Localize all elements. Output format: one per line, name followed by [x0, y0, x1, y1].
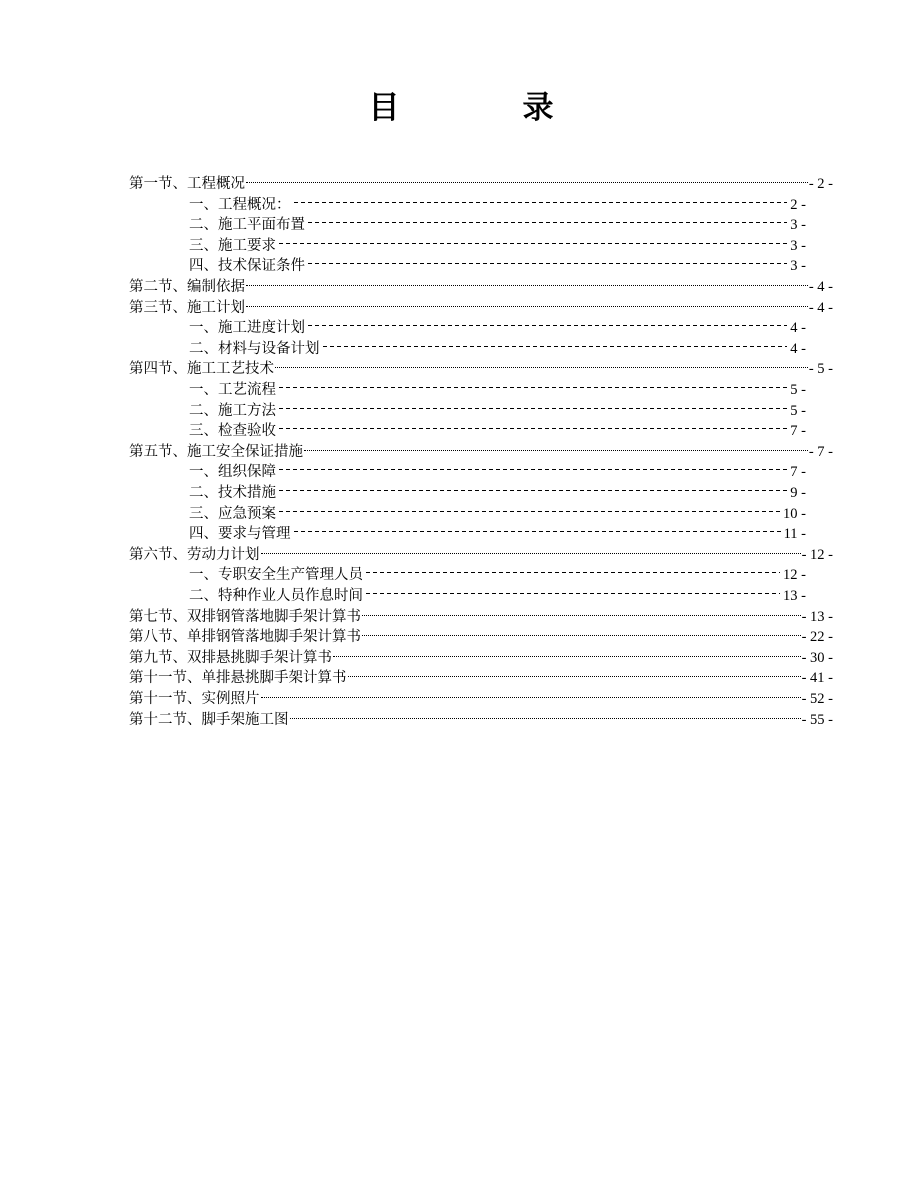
toc-entry-label: 二、特种作业人员作息时间 — [189, 588, 363, 604]
toc-leader — [348, 662, 801, 682]
toc-entry-label: 四、技术保证条件 — [189, 258, 305, 275]
toc-page-number: 12 - — [783, 567, 806, 584]
toc-leader — [362, 621, 801, 641]
toc-leader — [275, 353, 808, 373]
toc-entry-label: 第四节、施工工艺技术 — [129, 361, 274, 378]
toc-leader — [364, 580, 782, 600]
toc-page-number: 9 - — [790, 485, 806, 501]
toc-section-entry[interactable] — [129, 642, 833, 666]
toc-subsection-entry[interactable] — [189, 559, 806, 584]
toc-entry-label: 二、材料与设备计划 — [189, 340, 320, 357]
toc-subsection-entry[interactable] — [189, 477, 806, 501]
toc-subsection-entry[interactable] — [189, 415, 806, 440]
toc-page-number: 3 - — [790, 258, 806, 275]
toc-leader — [277, 477, 789, 497]
toc-leader — [290, 704, 801, 724]
toc-page-number: 13 - — [783, 588, 806, 604]
toc-section-entry[interactable] — [129, 353, 833, 378]
toc-entry-label: 一、工艺流程 — [189, 382, 276, 398]
toc-entry-label: 二、施工方法 — [189, 402, 276, 419]
toc-entry-label: 第三节、施工计划 — [129, 299, 245, 316]
toc-page-number: 3 - — [790, 237, 806, 254]
toc-subsection-entry[interactable] — [189, 580, 806, 604]
toc-section-entry[interactable] — [129, 601, 833, 625]
toc-page-number: 11 - — [783, 526, 806, 543]
toc-leader — [362, 601, 801, 621]
toc-leader — [306, 209, 789, 229]
toc-subsection-entry[interactable] — [189, 456, 806, 481]
toc-subsection-entry[interactable] — [189, 333, 806, 357]
toc-leader — [277, 395, 789, 415]
toc-section-entry[interactable] — [129, 271, 833, 295]
toc-entry-label: 第九节、双排悬挑脚手架计算书 — [129, 649, 332, 666]
toc-page-number: 7 - — [790, 464, 806, 481]
toc-entry-label: 一、专职安全生产管理人员 — [189, 567, 363, 584]
toc-page-number: - 12 - — [801, 546, 833, 563]
toc-subsection-entry[interactable] — [189, 189, 806, 213]
toc-leader — [246, 271, 808, 291]
toc-page-number: 3 - — [790, 217, 806, 234]
toc-page-number: 2 - — [790, 196, 806, 213]
toc-page-number: - 52 - — [801, 691, 833, 707]
toc-entry-label: 一、组织保障 — [189, 464, 276, 481]
toc-leader — [333, 642, 801, 662]
toc-subsection-entry[interactable] — [189, 312, 806, 337]
toc-section-entry[interactable] — [129, 168, 833, 192]
toc-page-number: 10 - — [783, 505, 806, 522]
toc-page-number: - 41 - — [801, 670, 833, 687]
toc-entry-label: 二、施工平面布置 — [189, 217, 305, 234]
toc-section-entry[interactable] — [129, 662, 833, 687]
toc-entry-label: 四、要求与管理 — [189, 526, 291, 543]
toc-subsection-entry[interactable] — [189, 498, 806, 522]
toc-title: 目 录 — [368, 90, 600, 126]
toc-page-number: - 4 - — [808, 279, 833, 295]
toc-leader — [246, 168, 808, 188]
toc-page-number: - 4 - — [808, 299, 833, 316]
toc-entry-label: 三、应急预案 — [189, 505, 276, 522]
toc-entry-label: 一、工程概况： — [189, 196, 291, 213]
toc-subsection-entry[interactable] — [189, 250, 806, 275]
toc-page-number: - 13 - — [801, 608, 833, 625]
toc-subsection-entry[interactable] — [189, 374, 806, 398]
toc-subsection-entry[interactable] — [189, 518, 806, 543]
toc-page-number: - 22 - — [801, 629, 833, 646]
toc-entry-label: 三、检查验收 — [189, 423, 276, 440]
toc-entry-label: 第十一节、实例照片 — [129, 691, 260, 707]
toc-entry-label: 第二节、编制依据 — [129, 279, 245, 295]
toc-entry-label: 第五节、施工安全保证措施 — [129, 443, 303, 460]
toc-leader — [277, 456, 789, 476]
toc-entry-label: 第八节、单排钢管落地脚手架计算书 — [129, 629, 361, 646]
toc-leader — [321, 333, 790, 353]
toc-section-entry[interactable] — [129, 292, 833, 316]
toc-section-entry[interactable] — [129, 436, 833, 460]
toc-leader — [246, 292, 808, 312]
toc-leader — [261, 683, 801, 703]
toc-section-entry[interactable] — [129, 704, 833, 728]
toc-leader — [261, 539, 801, 559]
toc-page-number: - 5 - — [808, 361, 833, 378]
toc-page-number: - 55 - — [801, 711, 833, 728]
toc-entry-label: 三、施工要求 — [189, 237, 276, 254]
toc-leader — [277, 498, 782, 518]
toc-entry-label: 第七节、双排钢管落地脚手架计算书 — [129, 608, 361, 625]
toc-page-number: 4 - — [790, 340, 806, 357]
toc-subsection-entry[interactable] — [189, 209, 806, 234]
toc-leader — [292, 518, 783, 538]
toc-leader — [292, 189, 790, 209]
toc-section-entry[interactable] — [129, 683, 833, 707]
toc-leader — [304, 436, 808, 456]
toc-section-entry[interactable] — [129, 539, 833, 563]
toc-page-number: - 30 - — [801, 649, 833, 666]
toc-entry-label: 一、施工进度计划 — [189, 320, 305, 337]
toc-entry-label: 第六节、劳动力计划 — [129, 546, 260, 563]
toc-page-number: 4 - — [790, 320, 806, 337]
toc-page-number: - 7 - — [808, 443, 833, 460]
toc-page-number: - 2 - — [808, 176, 833, 192]
toc-entry-label: 第一节、工程概况 — [129, 176, 245, 192]
toc-entry-label: 二、技术措施 — [189, 485, 276, 501]
toc-leader — [306, 250, 789, 270]
toc-leader — [277, 415, 789, 435]
toc-section-entry[interactable] — [129, 621, 833, 646]
toc-leader — [306, 312, 789, 332]
toc-page-number: 5 - — [790, 402, 806, 419]
toc-entry-label: 第十一节、单排悬挑脚手架计算书 — [129, 670, 347, 687]
toc-entry-label: 第十二节、脚手架施工图 — [129, 711, 289, 728]
toc-page-number: 5 - — [790, 382, 806, 398]
toc-leader — [277, 374, 789, 394]
toc-page-number: 7 - — [790, 423, 806, 440]
toc-subsection-entry[interactable] — [189, 395, 806, 419]
toc-subsection-entry[interactable] — [189, 230, 806, 254]
toc-leader — [277, 230, 789, 250]
toc-leader — [364, 559, 782, 579]
